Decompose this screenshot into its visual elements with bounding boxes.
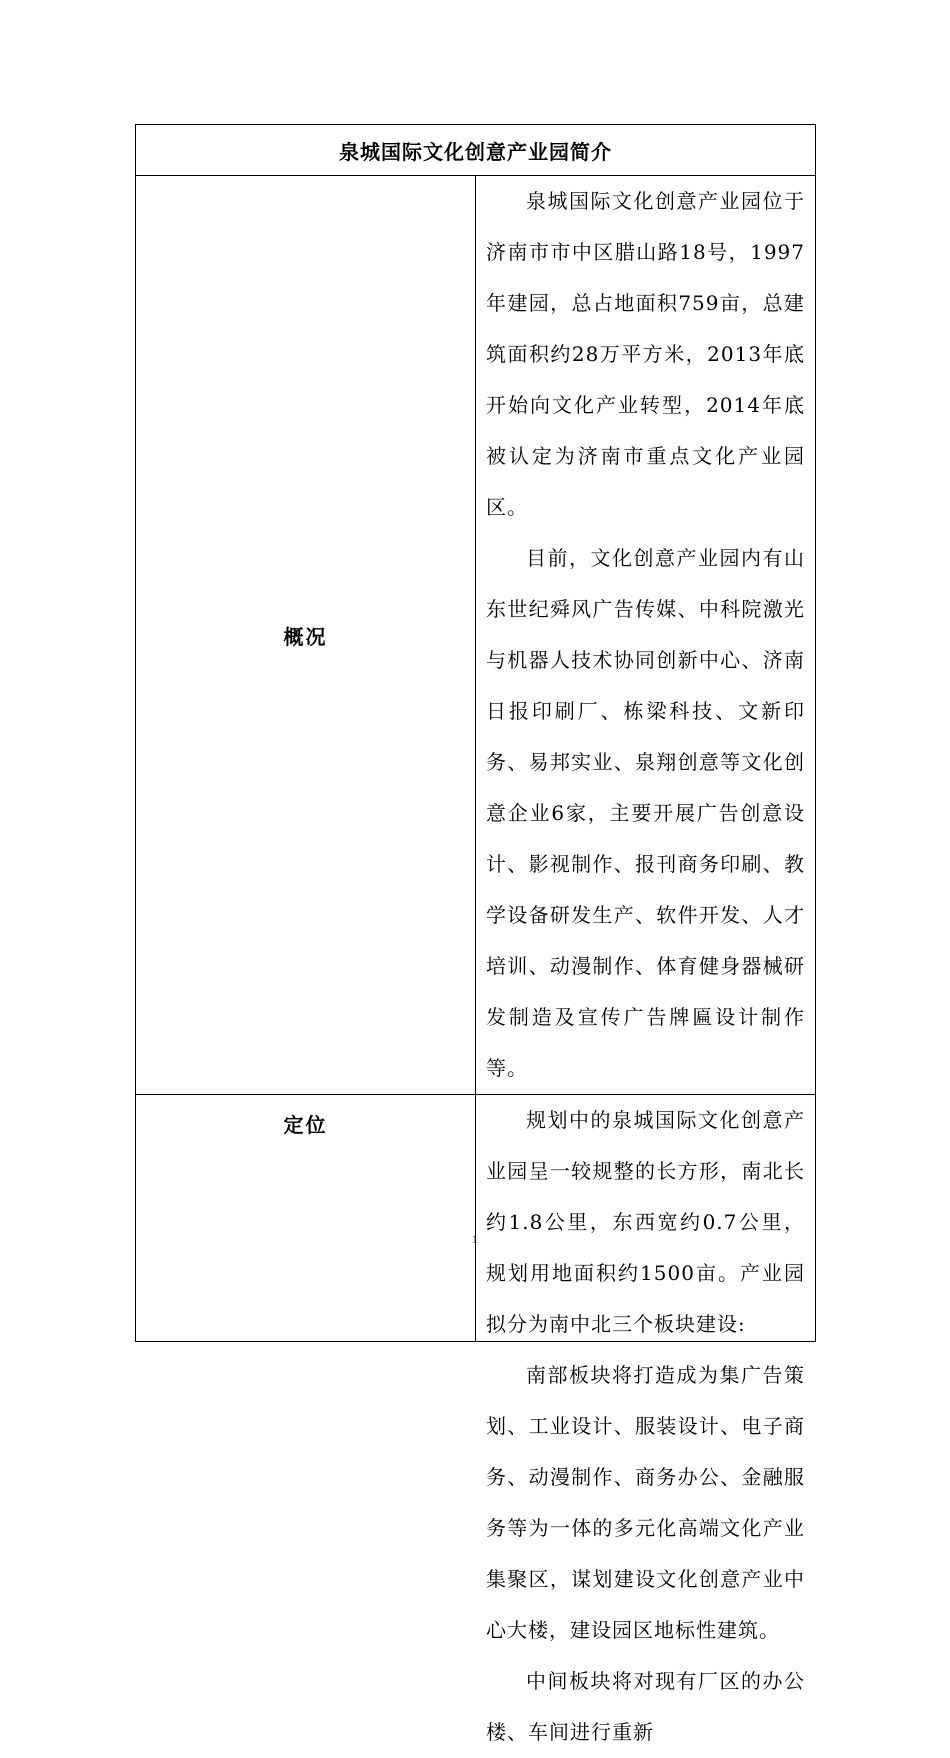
position-label-cell	[136, 1095, 476, 1342]
page-number: 1	[472, 1232, 478, 1246]
position-paragraph-2: 南部板块将打造成为集广告策划、工业设计、服装设计、电子商务、动漫制作、商务办公、金融服务等为一体的多元化高端文化产业集聚区，谋划建设文化创意产业中心大楼，建设园区地标性建筑。	[486, 1363, 805, 1642]
overview-label: 概况	[136, 176, 476, 1095]
document-title: 泉城国际文化创意产业园简介	[136, 125, 816, 176]
overview-content	[476, 176, 816, 1095]
overview-paragraph-1: 泉城国际文化创意产业园位于济南市市中区腊山路18号，1997年建园，总占地面积759亩，总建筑面积约28万平方米，2013年底开始向文化产业转型，2014年底被认定为济南市重点文化产业园区。	[486, 189, 805, 519]
overview-row	[136, 176, 816, 1095]
overview-paragraph-2: 目前，文化创意产业园内有山东世纪舜风广告传媒、中科院激光与机器人技术协同创新中心、济南日报印刷厂、栋梁科技、文新印务、易邦实业、泉翔创意等文化创意企业6家，主要开展广告创意设计、影视制作、报刊商务印刷、教学设备研发生产、软件开发、人才培训、动漫制作、体育健身器械研发制造及宣传广告牌匾设计制作等。	[486, 546, 805, 1080]
position-row	[136, 1095, 816, 1342]
position-paragraph-1: 规划中的泉城国际文化创意产业园呈一较规整的长方形，南北长约1.8公里，东西宽约0.7公里，规划用地面积约1500亩。产业园拟分为南中北三个板块建设:	[486, 1108, 805, 1336]
position-paragraph-3: 中间板块将对现有厂区的办公楼、车间进行重新	[486, 1669, 805, 1744]
position-label: 定位	[283, 1113, 328, 1137]
title-row	[136, 125, 816, 176]
intro-table	[135, 124, 816, 1744]
position-content	[476, 1095, 816, 1744]
